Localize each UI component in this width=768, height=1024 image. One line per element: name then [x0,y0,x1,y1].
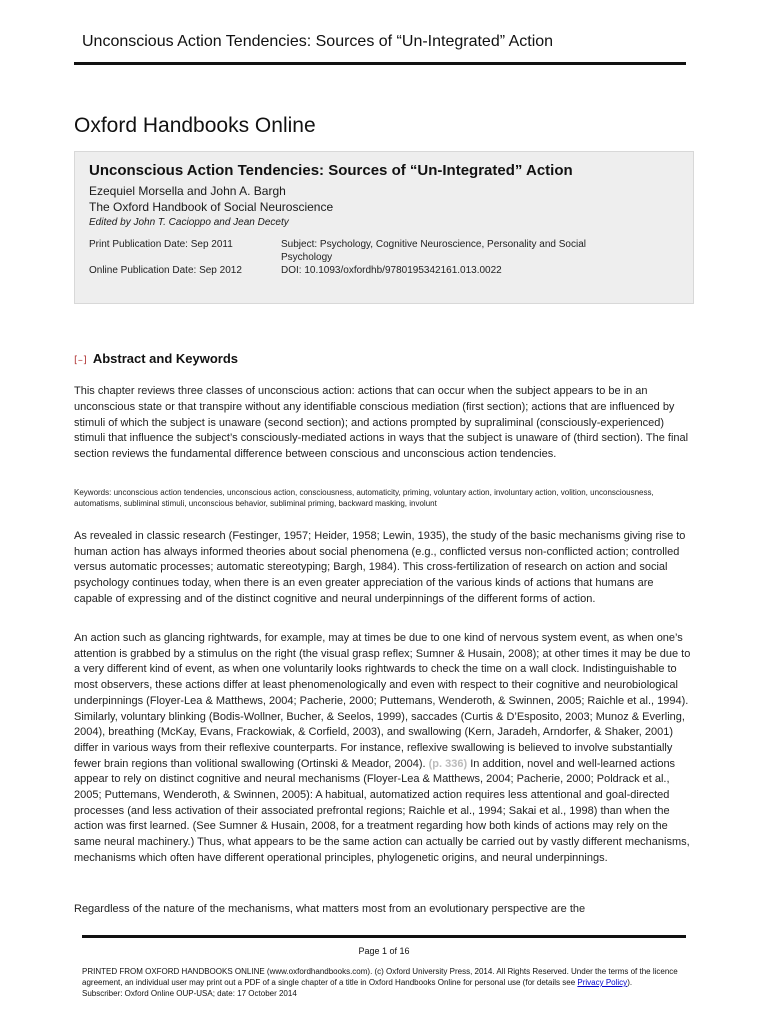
running-header: Unconscious Action Tendencies: Sources of “Un-Integrated” Action [82,33,554,50]
page-number: Page 1 of 16 [358,946,410,956]
footer-rule [82,935,686,938]
chapter-authors: Ezequiel Morsella and John A. Bargh [89,184,286,198]
doi-line: DOI: 10.1093/oxfordhb/9780195342161.013.0022 [281,265,502,276]
body-paragraph-3: Regardless of the nature of the mechanisms, what matters most from an evolutionary perspective are the [74,903,586,915]
abstract-heading [74,351,238,366]
print-publication-date: Print Publication Date: Sep 2011 [89,239,233,250]
footer-subscriber: Subscriber: Oxford Online OUP-USA; date: 17 October 2014 [82,989,297,998]
body-paragraph-2-part-1: An action such as glancing rightwards, for example, may at times be due to one kind of nervous system event, as when one’s attention is grabbed by a stimulus on the right (the visual grasp reflex; Sumner & Husain, 2008); at other times it may be due to a very different kind of event, as when one voluntarily looks rightwards to check the time on a wall clock. Indistinguishable to most observers, these actions differ at least phenomenologically and even with respect to their cognitive and neurobiological underpinnings (Floyer-Lea & Matthews, 2004; Pacherie, 2000; Puttemans, Wenderoth, & Swinnen, 2005; Raichle et al., 1994). Similarly, voluntary blinking (Bodis-Wollner, Bucher, & Seelos, 1999), saccades (Curtis & D’Esposito, 2003; Munoz & Everling, 2004), breathing (McKay, Evans, Frackowiak, & Corfield, 2003), and swallowing (Kern, Jaradeh, Arndorfer, & Shaker, 2001) differ in various ways from their reflexive counterparts. For instance, reflexive swallowing is believed to involve substantially fewer brain regions than volitional swallowing (Ortinski & Meador, 2004). [74,632,691,770]
page-reference-link[interactable]: (p. 336) [428,757,468,770]
subject-line: Subject: Psychology, Cognitive Neuroscience, Personality and Social Psychology [281,239,586,263]
body-paragraph-1: As revealed in classic research (Festinger, 1957; Heider, 1958; Lewin, 1935), the study of the basic mechanisms giving rise to human action has always informed theories about social phenomena (e.g., conflicted versus non-conflicted action; controlled versus automatic processes; automatic stereotyping; Bargh, 1984). This cross-fertilization of research on action and social psychology continues today, when there is an even greater appreciation of the various kinds of actions that humans are capable of expressing and of the distinct cognitive and neural underpinnings of the different forms of action. [74,530,686,605]
online-publication-date: Online Publication Date: Sep 2012 [89,265,242,276]
footer-notice [82,966,682,999]
site-title: Oxford Handbooks Online [74,114,316,137]
body-paragraph-2-part-2: In addition, novel and well-learned actions appear to rely on distinct cognitive and neural mechanisms (Floyer-Lea & Matthews, 2004; Pacherie, 2000; Poldrack et al., 2005; Puttemans, Wenderoth, & Swinnen, 2005): A habitual, automatized action requires less attentional and goal-directed processes (and less activation of their associated prefrontal regions; Raichle et al., 1994; Sakai et al., 1998) than when the action was first learned. (See Sumner & Husain, 2008, for a treatment regarding how both kinds of actions may rely on the same neural machinery.) Thus, what appears to be the same action can actually be carried out by vastly different mechanisms, mechanisms which often have different operational principles, phylogenetic origins, and neural underpinnings. [74,757,690,864]
chapter-title: Unconscious Action Tendencies: Sources of “Un-Integrated” Action [89,162,573,179]
collapse-toggle-button[interactable]: [–] [74,354,87,366]
citation-box [74,151,694,304]
footer-printed-from: PRINTED FROM OXFORD HANDBOOKS ONLINE (www.oxfordhandbooks.com). (c) Oxford University Press, 2014. All Rights Reserved. Under the terms of the licence agreement, an individual user may print out a PDF of a single chapter of a title in Oxford Handbooks Online for personal use (for details see [82,967,678,987]
privacy-policy-link[interactable]: Privacy Policy [577,978,628,987]
book-title: The Oxford Handbook of Social Neuroscience [89,200,334,214]
abstract-heading-label: Abstract and Keywords [92,351,239,366]
header-rule [74,62,686,65]
body-paragraph-2 [74,631,694,867]
footer-link-suffix: ). [627,978,633,987]
book-editors: Edited by John T. Cacioppo and Jean Decety [89,217,289,228]
keywords-list: Keywords: unconscious action tendencies, unconscious action, consciousness, automaticity, priming, voluntary action, involuntary action, volition, unconsciousness, automatisms, subliminal stimuli, unconscious behavior, subliminal priming, backward masking, involunt [74,488,654,508]
abstract-text: This chapter reviews three classes of unconscious action: actions that can occur when the subject appears to be in an unconscious state or that transpire without any identifiable conscious mediation (first section); actions that are influenced by stimuli of which the subject is unaware (second section); and actions prompted by supraliminal (consciously-experienced) stimuli that influence the subject’s consciously-mediated actions in ways that the subject is unaware of (third section). The final section reviews the fundamental difference between conscious and unconscious action tendencies. [74,385,689,461]
